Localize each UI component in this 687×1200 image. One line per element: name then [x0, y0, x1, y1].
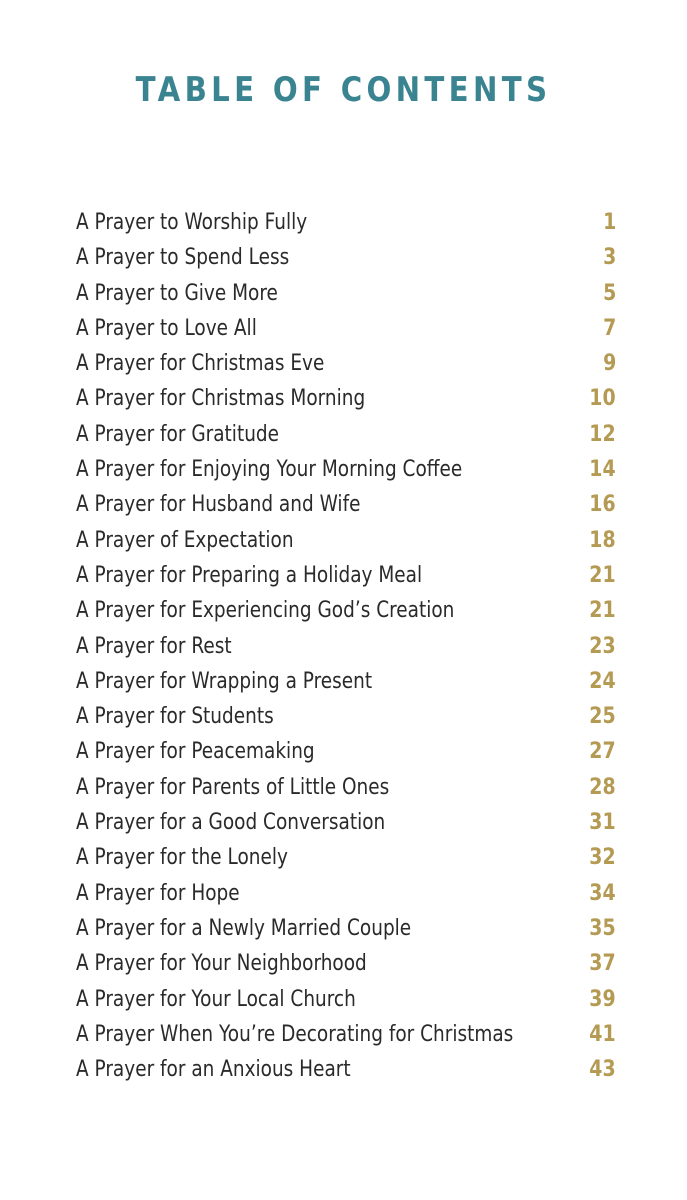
toc-entry: [76, 1017, 616, 1052]
toc-entry-page-number: 18: [589, 527, 616, 553]
toc-entry-title: A Prayer for Gratitude: [76, 421, 280, 447]
toc-entry-page-number: 32: [589, 845, 616, 871]
toc-entry-page-number: 12: [589, 421, 616, 447]
toc-entry-title: A Prayer to Worship Fully: [76, 210, 308, 235]
toc-entry-title: A Prayer for Christmas Morning: [76, 386, 366, 412]
toc-entry-title: A Prayer for Students: [76, 704, 274, 730]
toc-entry-page-number: 10: [589, 386, 616, 412]
toc-entry-page-number: 34: [589, 880, 616, 906]
toc-entry-page-number: 24: [589, 668, 616, 694]
toc-entry-title: A Prayer for Husband and Wife: [76, 492, 361, 518]
toc-entry-page-number: 1: [602, 210, 616, 235]
toc-entry-page-number: 21: [589, 598, 616, 624]
toc-entry-title: A Prayer for Enjoying Your Morning Coffee: [76, 457, 463, 483]
toc-entry-page-number: 35: [589, 915, 616, 941]
toc-entry-title: A Prayer for Christmas Eve: [76, 351, 325, 377]
toc-entry-title: A Prayer for Your Neighborhood: [76, 951, 367, 977]
toc-list: [76, 205, 616, 1087]
toc-entry: [76, 840, 616, 875]
toc-entry: [76, 558, 616, 593]
toc-entry-title: A Prayer to Love All: [76, 315, 257, 341]
toc-entry: [76, 876, 616, 911]
toc-entry-title: A Prayer for a Newly Married Couple: [76, 915, 412, 941]
toc-entry: [76, 1052, 616, 1087]
toc-entry-title: A Prayer for Experiencing God’s Creation: [76, 598, 455, 624]
page-title: TABLE OF CONTENTS: [135, 70, 552, 110]
toc-entry-page-number: 31: [589, 810, 616, 836]
toc-entry-title: A Prayer When You’re Decorating for Christmas: [76, 1021, 514, 1047]
toc-entry-title: A Prayer for Wrapping a Present: [76, 668, 373, 694]
toc-entry-title: A Prayer for the Lonely: [76, 845, 288, 871]
toc-entry-title: A Prayer to Give More: [76, 280, 278, 306]
toc-entry: [76, 699, 616, 734]
toc-entry: [76, 770, 616, 805]
toc-entry: [76, 346, 616, 381]
toc-entry-page-number: 3: [602, 245, 616, 271]
toc-entry-title: A Prayer for Parents of Little Ones: [76, 774, 390, 800]
toc-entry-title: A Prayer for Rest: [76, 633, 232, 659]
toc-entry: [76, 487, 616, 522]
toc-entry: [76, 381, 616, 416]
toc-entry-page-number: 23: [589, 633, 616, 659]
toc-entry: [76, 805, 616, 840]
toc-entry: [76, 982, 616, 1017]
toc-entry-page-number: 27: [589, 739, 616, 765]
toc-entry-page-number: 7: [602, 315, 616, 341]
toc-entry-title: A Prayer of Expectation: [76, 527, 294, 553]
toc-entry: [76, 417, 616, 452]
toc-entry-title: A Prayer to Spend Less: [76, 245, 290, 271]
toc-entry-title: A Prayer for Preparing a Holiday Meal: [76, 562, 423, 588]
toc-entry: [76, 523, 616, 558]
toc-entry: [76, 911, 616, 946]
toc-entry-page-number: 43: [589, 1057, 616, 1083]
toc-entry-title: A Prayer for Peacemaking: [76, 739, 315, 765]
toc-entry: [76, 946, 616, 981]
toc-entry-page-number: 14: [589, 457, 616, 483]
toc-entry-page-number: 21: [589, 562, 616, 588]
toc-entry: [76, 734, 616, 769]
toc-entry: [76, 452, 616, 487]
toc-entry-title: A Prayer for an Anxious Heart: [76, 1057, 351, 1083]
toc-entry-page-number: 28: [589, 774, 616, 800]
toc-entry: [76, 593, 616, 628]
toc-entry-page-number: 41: [589, 1021, 616, 1047]
toc-entry-title: A Prayer for a Good Conversation: [76, 810, 386, 836]
toc-entry: [76, 240, 616, 275]
toc-entry: [76, 664, 616, 699]
toc-entry-title: A Prayer for Hope: [76, 880, 240, 906]
toc-entry-page-number: 9: [602, 351, 616, 377]
toc-entry-title: A Prayer for Your Local Church: [76, 986, 356, 1012]
toc-entry: [76, 629, 616, 664]
toc-entry: [76, 276, 616, 311]
toc-entry: [76, 205, 616, 240]
toc-entry-page-number: 39: [589, 986, 616, 1012]
toc-entry-page-number: 5: [602, 280, 616, 306]
toc-entry: [76, 311, 616, 346]
toc-entry-page-number: 16: [589, 492, 616, 518]
toc-entry-page-number: 37: [589, 951, 616, 977]
toc-entry-page-number: 25: [589, 704, 616, 730]
